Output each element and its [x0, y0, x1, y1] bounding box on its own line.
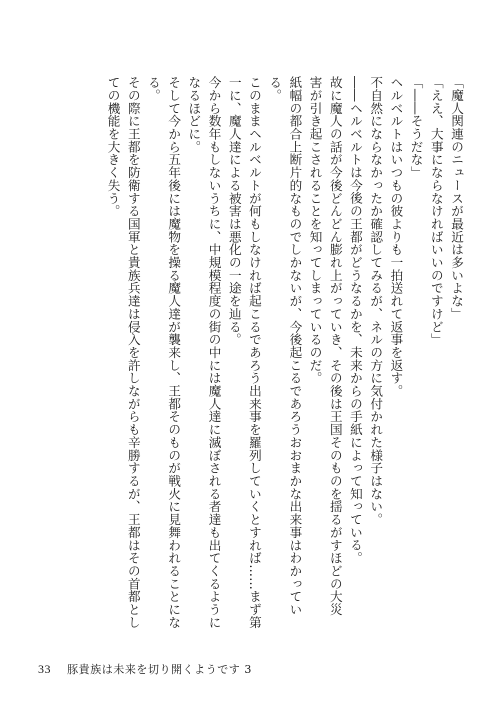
text-line: そして今から五年後には魔物を操る魔人達が襲来し、王都そのものが戦火に見舞われることにな: [166, 76, 182, 629]
text-line: ――ヘルベルトは今後の王都がどうなるかを、未来からの手紙によって知っている。: [347, 76, 363, 565]
text-line: 「――そうだな」: [408, 76, 424, 179]
text-line: このままヘルベルトが何もしなければ起こるであろう出来事を羅列していくとすれば……まず第: [246, 76, 262, 629]
text-line: 「ええ、大事にならなければいいのですけど」: [428, 76, 444, 346]
text-line: 故に魔人の話が今後どんどん膨れ上がっていき、その後は王国そのものを揺るがすほどの大災: [327, 76, 343, 616]
page-number: 33: [38, 662, 52, 676]
vertical-body-text: [26, 76, 466, 636]
text-line: 今から数年もしないうちに、中規模程度の街の中には魔人達に滅ぼされる者達も出てくるように: [206, 76, 222, 629]
text-line: ての機能を大きく失う。: [105, 76, 121, 218]
text-line: その際に王都を防衛する国軍と貴族兵達は侵入を許しながらも辛勝するが、王都はその首都とし: [125, 76, 141, 629]
text-line: 紙幅の都合上断片的なものでしかないが、今後起こるであろうおおまかな出来事はわかっている。: [267, 76, 303, 616]
text-line: る。: [145, 76, 161, 102]
text-line: 「魔人関連のニュースが最近は多いよな」: [449, 76, 464, 321]
text-line: 一に、魔人達による被害は悪化の一途を辿る。: [226, 76, 242, 346]
text-line: ヘルベルトはいつもの彼よりも一拍送れて返事を返す。: [388, 76, 404, 398]
text-line: なるほどに。: [186, 76, 202, 154]
text-line: 不自然にならなかったか確認してみるが、ネルの方に気付かれた様子はない。: [368, 76, 384, 526]
book-title: 豚貴族は未来を切り開くようです 3: [67, 663, 252, 676]
page-footer: [38, 661, 252, 677]
text-line: 害が引き起こされることを知ってしまっているのだ。: [307, 76, 323, 385]
